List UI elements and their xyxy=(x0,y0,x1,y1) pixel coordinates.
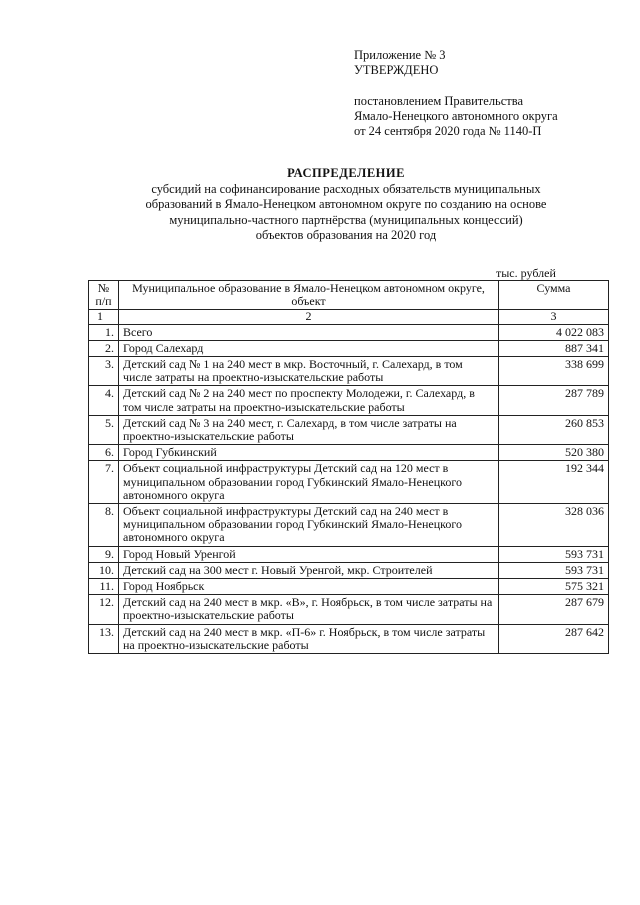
row-name: Детский сад № 1 на 240 мест в мкр. Восточный, г. Салехард, в том числе затраты на проектно-изыскательские работы xyxy=(119,357,499,386)
row-sum: 192 344 xyxy=(499,461,609,504)
row-sum: 520 380 xyxy=(499,445,609,461)
distribution-table xyxy=(88,280,609,654)
table-row xyxy=(89,562,609,578)
row-number: 9. xyxy=(89,546,119,562)
header-sum: Сумма xyxy=(499,281,609,310)
row-number: 2. xyxy=(89,340,119,356)
title-line-4: объектов образования на 2020 год xyxy=(255,228,437,242)
row-name: Город Губкинский xyxy=(119,445,499,461)
column-number-1: 1 xyxy=(89,310,119,324)
table-row xyxy=(89,504,609,547)
table-row xyxy=(89,595,609,624)
row-number: 13. xyxy=(89,624,119,653)
row-number: 3. xyxy=(89,357,119,386)
row-sum: 575 321 xyxy=(499,579,609,595)
table-row xyxy=(89,445,609,461)
approval-line-2: Ямало-Ненецкого автономного округа xyxy=(354,109,558,123)
row-name: Объект социальной инфраструктуры Детский сад на 240 мест в муниципальном образовании город Губкинский Ямало-Ненецкого автономного округа xyxy=(119,504,499,547)
row-name: Детский сад на 300 мест г. Новый Уренгой, мкр. Строителей xyxy=(119,562,499,578)
table-row xyxy=(89,624,609,653)
units-label: тыс. рублей xyxy=(496,266,556,280)
row-name: Детский сад № 3 на 240 мест, г. Салехард, в том числе затраты на проектно-изыскательские работы xyxy=(119,415,499,444)
row-sum: 287 642 xyxy=(499,624,609,653)
row-name: Детский сад на 240 мест в мкр. «В», г. Ноябрьск, в том числе затраты на проектно-изыскательские работы xyxy=(119,595,499,624)
header-name: Муниципальное образование в Ямало-Ненецком автономном округе, объект xyxy=(119,281,499,310)
row-number: 7. xyxy=(89,461,119,504)
header-num-line-1: № xyxy=(97,281,110,295)
document-title xyxy=(112,166,580,244)
row-sum: 287 789 xyxy=(499,386,609,415)
table-header-row xyxy=(89,281,609,310)
row-number: 12. xyxy=(89,595,119,624)
row-sum: 287 679 xyxy=(499,595,609,624)
column-number-2: 2 xyxy=(119,310,499,324)
row-name: Детский сад № 2 на 240 мест по проспекту Молодежи, г. Салехард, в том числе затраты на проектно-изыскательские работы xyxy=(119,386,499,415)
table-row xyxy=(89,324,609,340)
row-number: 6. xyxy=(89,445,119,461)
row-sum: 593 731 xyxy=(499,546,609,562)
row-number: 5. xyxy=(89,415,119,444)
column-number-3: 3 xyxy=(499,310,609,324)
row-name: Всего xyxy=(119,324,499,340)
title-heading: РАСПРЕДЕЛЕНИЕ xyxy=(287,166,405,180)
row-number: 1. xyxy=(89,324,119,340)
row-number: 4. xyxy=(89,386,119,415)
approval-block xyxy=(354,48,614,139)
table-row xyxy=(89,357,609,386)
row-sum: 328 036 xyxy=(499,504,609,547)
row-sum: 593 731 xyxy=(499,562,609,578)
row-number: 10. xyxy=(89,562,119,578)
title-line-1: субсидий на софинансирование расходных обязательств муниципальных xyxy=(151,181,541,196)
row-name: Город Салехард xyxy=(119,340,499,356)
approved-label: УТВЕРЖДЕНО xyxy=(354,63,439,77)
row-sum: 338 699 xyxy=(499,357,609,386)
column-number-row xyxy=(89,310,609,324)
row-sum: 260 853 xyxy=(499,415,609,444)
approval-line-1: постановлением Правительства xyxy=(354,94,524,108)
approval-line-3: от 24 сентября 2020 года № 1140-П xyxy=(354,124,542,138)
header-num-line-2: п/п xyxy=(95,294,112,309)
table-row xyxy=(89,386,609,415)
row-name: Город Ноябрьск xyxy=(119,579,499,595)
row-number: 11. xyxy=(89,579,119,595)
row-sum: 4 022 083 xyxy=(499,324,609,340)
table-row xyxy=(89,461,609,504)
table-row xyxy=(89,415,609,444)
row-number: 8. xyxy=(89,504,119,547)
row-name: Детский сад на 240 мест в мкр. «П-6» г. Ноябрьск, в том числе затраты на проектно-изыскательские работы xyxy=(119,624,499,653)
row-name: Город Новый Уренгой xyxy=(119,546,499,562)
appendix-label: Приложение № 3 xyxy=(354,48,446,62)
table-row xyxy=(89,546,609,562)
table-row xyxy=(89,579,609,595)
title-line-2: образований в Ямало-Ненецком автономном округе по созданию на основе xyxy=(145,197,547,211)
header-num xyxy=(89,281,119,310)
row-name: Объект социальной инфраструктуры Детский сад на 120 мест в муниципальном образовании город Губкинский Ямало-Ненецкого автономного округа xyxy=(119,461,499,504)
table-row xyxy=(89,340,609,356)
row-sum: 887 341 xyxy=(499,340,609,356)
title-line-3: муниципально-частного партнёрства (муниципальных концессий) xyxy=(169,212,523,227)
